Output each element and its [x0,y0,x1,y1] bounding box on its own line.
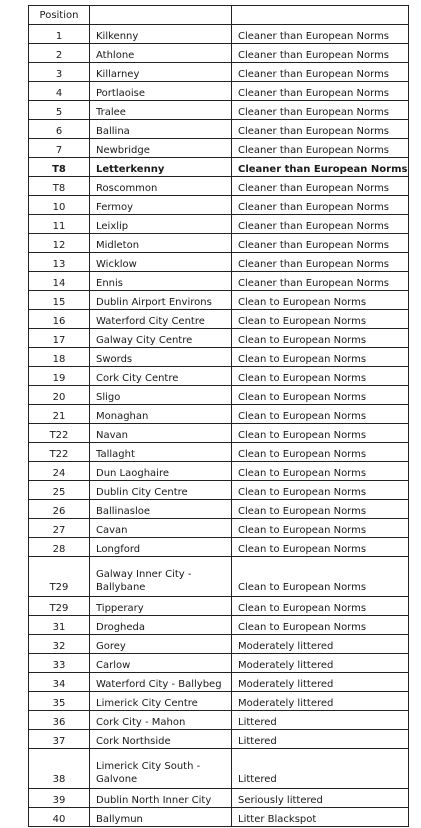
position-cell: 12 [29,234,90,253]
position-cell: 18 [29,348,90,367]
table-row [29,234,409,253]
position-cell: 2 [29,44,90,63]
status-cell: Cleaner than European Norms [232,272,409,291]
header-row [29,6,409,25]
table-row [29,481,409,500]
table-row [29,196,409,215]
status-cell: Clean to European Norms [232,616,409,635]
position-cell: T29 [29,557,90,597]
town-cell: Portlaoise [90,82,232,101]
status-cell: Cleaner than European Norms [232,177,409,196]
table-row [29,215,409,234]
table-row [29,272,409,291]
position-cell: 31 [29,616,90,635]
town-cell: Cavan [90,519,232,538]
position-cell: 32 [29,635,90,654]
status-cell: Moderately littered [232,673,409,692]
position-cell: T22 [29,424,90,443]
status-cell: Clean to European Norms [232,310,409,329]
table-row [29,635,409,654]
table-row [29,310,409,329]
table-row [29,291,409,310]
status-cell: Clean to European Norms [232,462,409,481]
position-cell: 34 [29,673,90,692]
position-cell: 33 [29,654,90,673]
position-cell: 6 [29,120,90,139]
status-cell: Seriously littered [232,789,409,808]
town-cell: Galway Inner City - Ballybane [90,557,232,597]
town-cell: Waterford City - Ballybeg [90,673,232,692]
position-cell: 28 [29,538,90,557]
table-row [29,177,409,196]
table-row [29,557,409,597]
town-cell: Athlone [90,44,232,63]
status-cell: Clean to European Norms [232,481,409,500]
town-cell: Kilkenny [90,25,232,44]
status-cell: Clean to European Norms [232,386,409,405]
status-cell: Cleaner than European Norms [232,63,409,82]
status-cell: Cleaner than European Norms [232,253,409,272]
town-cell: Ballymun [90,808,232,827]
town-cell: Gorey [90,635,232,654]
status-cell: Clean to European Norms [232,348,409,367]
town-cell: Cork Northside [90,730,232,749]
town-cell: Cork City - Mahon [90,711,232,730]
status-cell: Clean to European Norms [232,291,409,310]
town-cell: Tallaght [90,443,232,462]
table-row [29,808,409,827]
position-cell: 19 [29,367,90,386]
table-row [29,253,409,272]
status-cell: Clean to European Norms [232,500,409,519]
position-cell: 37 [29,730,90,749]
position-cell: 25 [29,481,90,500]
table-row [29,44,409,63]
town-cell: Letterkenny [90,158,232,177]
town-cell: Swords [90,348,232,367]
table-row [29,367,409,386]
table-row [29,730,409,749]
position-cell: 4 [29,82,90,101]
table-row [29,405,409,424]
status-cell: Cleaner than European Norms [232,120,409,139]
position-cell: T8 [29,158,90,177]
town-cell: Dublin Airport Environs [90,291,232,310]
status-cell: Clean to European Norms [232,424,409,443]
town-cell: Tralee [90,101,232,120]
status-cell: Clean to European Norms [232,367,409,386]
position-cell: 7 [29,139,90,158]
table-row [29,386,409,405]
position-cell: 14 [29,272,90,291]
status-cell: Clean to European Norms [232,538,409,557]
table-row [29,443,409,462]
table-row [29,139,409,158]
town-cell: Drogheda [90,616,232,635]
town-cell: Dun Laoghaire [90,462,232,481]
status-cell: Clean to European Norms [232,405,409,424]
status-cell: Cleaner than European Norms [232,44,409,63]
position-cell: 13 [29,253,90,272]
town-cell: Cork City Centre [90,367,232,386]
table-row [29,500,409,519]
town-cell: Ennis [90,272,232,291]
table-row [29,538,409,557]
status-cell: Cleaner than European Norms [232,196,409,215]
table-row [29,25,409,44]
status-cell: Clean to European Norms [232,519,409,538]
town-cell: Tipperary [90,597,232,616]
position-cell: 3 [29,63,90,82]
litter-rankings-table [28,5,409,827]
position-cell: 24 [29,462,90,481]
position-cell: 27 [29,519,90,538]
table-row [29,673,409,692]
table-row [29,711,409,730]
position-cell: 11 [29,215,90,234]
table-row [29,120,409,139]
status-cell: Clean to European Norms [232,329,409,348]
position-cell: 40 [29,808,90,827]
table-row [29,519,409,538]
town-cell: Limerick City South - Galvone [90,749,232,789]
status-cell: Littered [232,749,409,789]
town-cell: Ballina [90,120,232,139]
table-row [29,654,409,673]
position-cell: 15 [29,291,90,310]
status-cell: Moderately littered [232,635,409,654]
status-cell: Cleaner than European Norms [232,82,409,101]
town-cell: Dublin North Inner City [90,789,232,808]
town-cell: Ballinasloe [90,500,232,519]
position-cell: T29 [29,597,90,616]
status-cell: Clean to European Norms [232,557,409,597]
status-cell: Moderately littered [232,654,409,673]
position-cell: T22 [29,443,90,462]
position-cell: 26 [29,500,90,519]
position-cell: 1 [29,25,90,44]
town-cell: Monaghan [90,405,232,424]
status-cell: Clean to European Norms [232,597,409,616]
status-header [232,6,409,25]
position-cell: 20 [29,386,90,405]
status-cell: Cleaner than European Norms [232,101,409,120]
status-cell: Cleaner than European Norms [232,139,409,158]
position-cell: 38 [29,749,90,789]
town-cell: Carlow [90,654,232,673]
position-header: Position [29,6,90,25]
town-cell: Longford [90,538,232,557]
town-cell: Waterford City Centre [90,310,232,329]
status-cell: Moderately littered [232,692,409,711]
town-cell: Navan [90,424,232,443]
position-cell: 35 [29,692,90,711]
status-cell: Cleaner than European Norms [232,215,409,234]
position-cell: 21 [29,405,90,424]
rankings-table-container [28,5,409,827]
status-cell: Clean to European Norms [232,443,409,462]
town-cell: Killarney [90,63,232,82]
position-cell: T8 [29,177,90,196]
table-row [29,158,409,177]
table-row [29,329,409,348]
status-cell: Litter Blackspot [232,808,409,827]
town-cell: Sligo [90,386,232,405]
table-row [29,789,409,808]
table-row [29,424,409,443]
table-row [29,348,409,367]
town-cell: Newbridge [90,139,232,158]
town-cell: Dublin City Centre [90,481,232,500]
table-row [29,462,409,481]
status-cell: Cleaner than European Norms [232,234,409,253]
table-row [29,82,409,101]
table-row [29,597,409,616]
town-cell: Wicklow [90,253,232,272]
position-cell: 39 [29,789,90,808]
position-cell: 17 [29,329,90,348]
town-cell: Roscommon [90,177,232,196]
position-cell: 5 [29,101,90,120]
town-cell: Limerick City Centre [90,692,232,711]
status-cell: Cleaner than European Norms [232,25,409,44]
table-row [29,692,409,711]
town-header [90,6,232,25]
position-cell: 10 [29,196,90,215]
town-cell: Galway City Centre [90,329,232,348]
status-cell: Littered [232,711,409,730]
table-row [29,63,409,82]
status-cell: Cleaner than European Norms [232,158,409,177]
table-row [29,101,409,120]
town-cell: Fermoy [90,196,232,215]
position-cell: 36 [29,711,90,730]
town-cell: Midleton [90,234,232,253]
town-cell: Leixlip [90,215,232,234]
table-row [29,616,409,635]
position-cell: 16 [29,310,90,329]
status-cell: Littered [232,730,409,749]
table-row [29,749,409,789]
